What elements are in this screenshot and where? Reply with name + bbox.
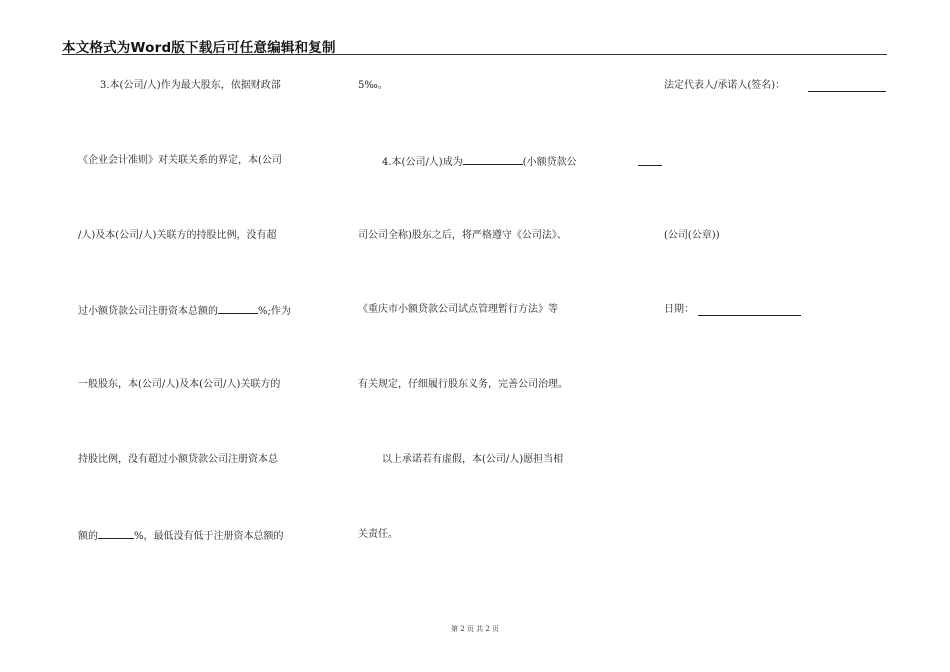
company-name-blank-field[interactable] xyxy=(463,155,523,165)
col2-line-6: 以上承诺若有虚假，本(公司/人)愿担当相 xyxy=(382,454,564,465)
date-label: 日期： xyxy=(664,304,694,315)
col2-line-2-text: 4.本(公司/人)成为 xyxy=(382,157,463,168)
page-footer: 第 2 页 共 2 页 xyxy=(450,625,500,633)
header-divider xyxy=(62,54,887,55)
col2-line-5: 有关规定，仔细履行股东义务，完善公司治理。 xyxy=(358,379,568,390)
col1-line-7-suffix: %，最低没有低于注册资本总额的 xyxy=(134,531,284,542)
col1-line-4-text: 过小额贷款公司注册资本总额的 xyxy=(78,306,218,317)
col2-line-2 xyxy=(382,155,577,169)
ratio-blank-field[interactable] xyxy=(218,304,258,314)
col1-line-4-suffix: %;作为 xyxy=(258,306,291,317)
col2-line-4: 《重庆市小额贷款公司试点管理暂行方法》等 xyxy=(358,304,558,315)
percent-blank-field[interactable] xyxy=(98,529,134,539)
col1-line-5: 一般股东，本(公司/人)及本(公司/人)关联方的 xyxy=(78,379,281,390)
date-blank-field[interactable] xyxy=(698,315,801,316)
signer-label: 法定代表人/承诺人(签名)： xyxy=(664,80,786,91)
seal-label: (公司(公章)) xyxy=(664,230,720,241)
col1-line-2: 《企业会计准则》对关联关系的界定，本(公司 xyxy=(78,155,282,166)
col2-line-1: 5‰。 xyxy=(358,80,388,91)
signature-continuation-line xyxy=(638,165,662,166)
col1-line-1: 3.本(公司/人)作为最大股东，依据财政部 xyxy=(100,80,281,91)
col1-line-3: /人)及本(公司/人)关联方的持股比例，没有超 xyxy=(78,230,277,241)
col1-line-7 xyxy=(78,529,284,543)
col2-line-7: 关责任。 xyxy=(358,529,398,540)
col2-line-2-suffix: (小额贷款公 xyxy=(522,157,577,168)
col1-line-6: 持股比例，没有超过小额贷款公司注册资本总 xyxy=(78,454,278,465)
page-header-title: 本文格式为Word版下载后可任意编辑和复制 xyxy=(62,40,336,56)
col1-line-7-text: 额的 xyxy=(78,531,98,542)
col1-line-4 xyxy=(78,304,291,318)
col2-line-3: 司公司全称)股东之后，将严格遵守《公司法》、 xyxy=(358,230,567,241)
signature-blank-field[interactable] xyxy=(808,91,886,92)
